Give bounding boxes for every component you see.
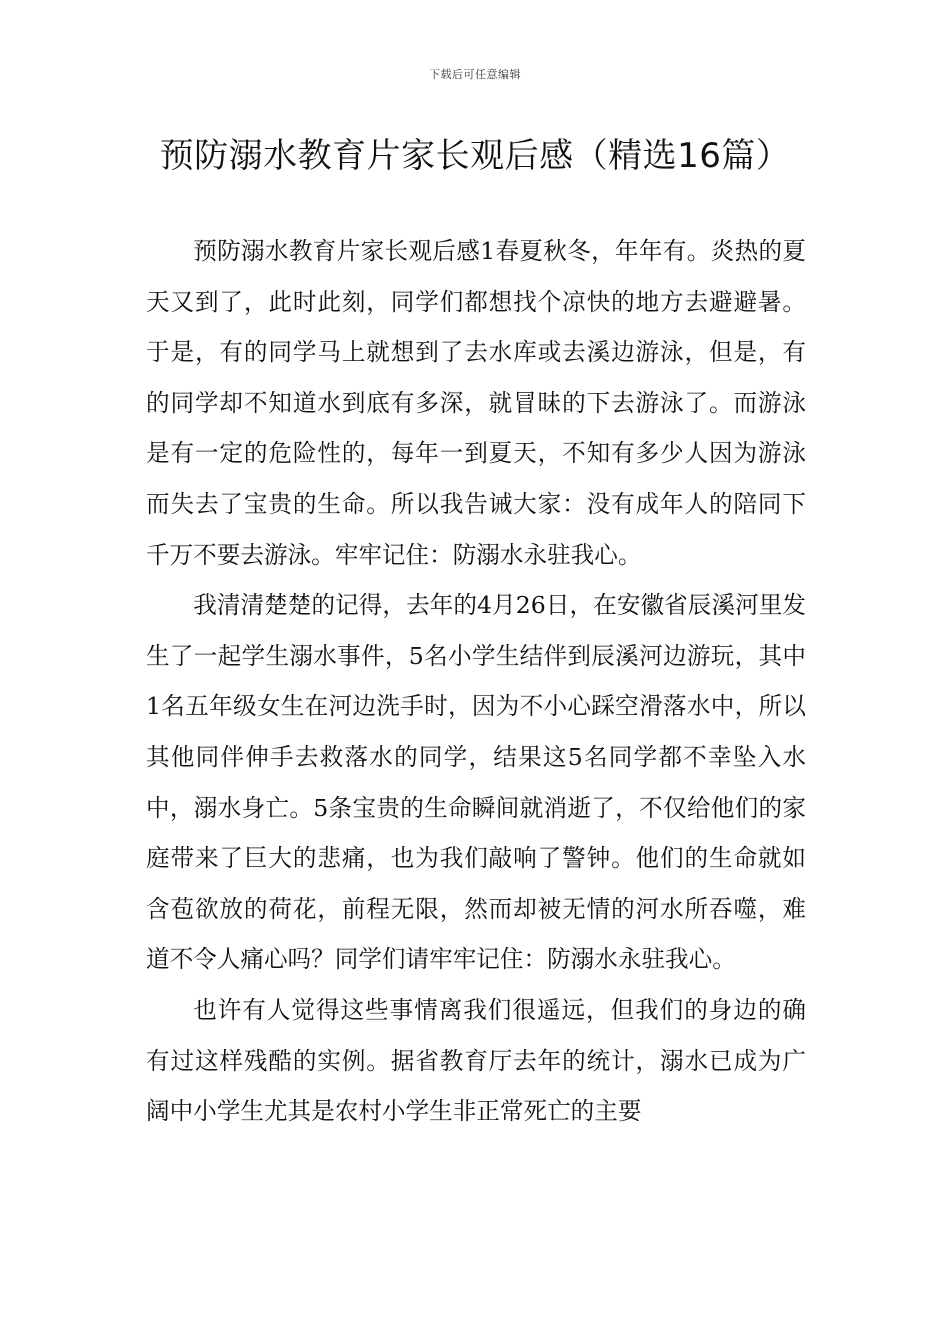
paragraph: 我清清楚楚的记得，去年的4月26日，在安徽省辰溪河里发生了一起学生溺水事件，5名小学生结伴到辰溪河边游玩，其中1名五年级女生在河边洗手时，因为不小心踩空滑落水中，所以其他同伴伸手去救落水的同学，结果这5名同学都不幸坠入水中，溺水身亡。5条宝贵的生命瞬间就消逝了，不仅给他们的家庭带来了巨大的悲痛，也为我们敲响了警钟。他们的生命就如含苞欲放的荷花，前程无限，然而却被无情的河水所吞噬，难道不令人痛心吗？同学们请牢牢记住：防溺水永驻我心。 (146, 591, 806, 974)
paragraph: 也许有人觉得这些事情离我们很遥远，但我们的身边的确有过这样残酷的实例。据省教育厅去年的统计，溺水已成为广阔中小学生尤其是农村小学生非正常死亡的主要 (146, 995, 806, 1126)
document-title: 预防溺水教育片家长观后感（精选16篇） (159, 136, 791, 176)
document-body (146, 226, 806, 1137)
paragraph: 预防溺水教育片家长观后感1春夏秋冬，年年有。炎热的夏天又到了，此时此刻，同学们都想找个凉快的地方去避避暑。于是，有的同学马上就想到了去水库或去溪边游泳，但是，有的同学却不知道水到底有多深，就冒昧的下去游泳了。而游泳是有一定的危险性的，每年一到夏天，不知有多少人因为游泳而失去了宝贵的生命。所以我告诫大家：没有成年人的陪同下千万不要去游泳。牢牢记住：防溺水永驻我心。 (146, 237, 806, 569)
header-note: 下载后可任意编辑 (429, 68, 521, 81)
